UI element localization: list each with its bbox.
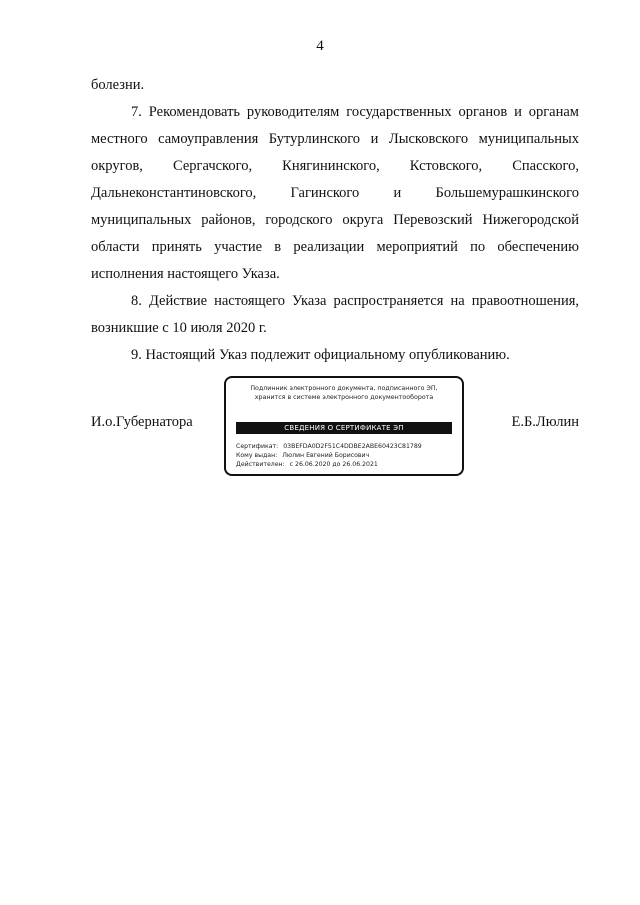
- page-number: 4: [316, 38, 324, 54]
- paragraph-item-9: 9. Настоящий Указ подлежит официальному опубликованию.: [131, 347, 510, 363]
- issued-to-row: [236, 451, 454, 460]
- issued-to-label: Кому выдан:: [236, 452, 278, 459]
- paragraph-continuation: болезни.: [91, 77, 145, 93]
- paragraph-item-8: 8. Действие настоящего Указа распространяется на правоотношения, возникшие с 10 июля 2020 г.: [91, 293, 579, 336]
- signatory-title: И.о.Губернатора: [91, 414, 193, 430]
- stamp-details: [236, 442, 454, 469]
- paragraph-item-7: 7. Рекомендовать руководителям государственных органов и органам местного самоуправления Бутурлинского и Лысковского муниципальных округов, Сергачского, Княгининского, Кстовского, Спасского, Дальнеконстантиновского, Гагинского и Большемурашкинского муниципальных районов, городского округа Перевозский Нижегородской области принять участие в реализации мероприятий по обеспечению исполнения настоящего Указа.: [91, 104, 579, 282]
- certificate-row: [236, 442, 454, 451]
- stamp-header: [234, 384, 454, 402]
- issued-to-value: Люлин Евгений Борисович: [282, 452, 370, 459]
- stamp-header-line: хранится в системе электронного документооборота: [254, 394, 434, 401]
- signatory-name: Е.Б.Люлин: [511, 414, 579, 430]
- certificate-value: 03BEFDA0D2F51C4DDBE2ABE60423C81789: [283, 443, 422, 450]
- validity-row: [236, 460, 454, 469]
- certificate-label: Сертификат:: [236, 443, 279, 450]
- electronic-signature-stamp: [224, 376, 464, 476]
- validity-label: Действителен:: [236, 461, 285, 468]
- stamp-header-line: Подлинник электронного документа, подписанного ЭП,: [250, 385, 438, 392]
- stamp-banner: СВЕДЕНИЯ О СЕРТИФИКАТЕ ЭП: [236, 422, 452, 434]
- document-body: [91, 72, 579, 369]
- validity-value: с 26.06.2020 до 26.06.2021: [289, 461, 378, 468]
